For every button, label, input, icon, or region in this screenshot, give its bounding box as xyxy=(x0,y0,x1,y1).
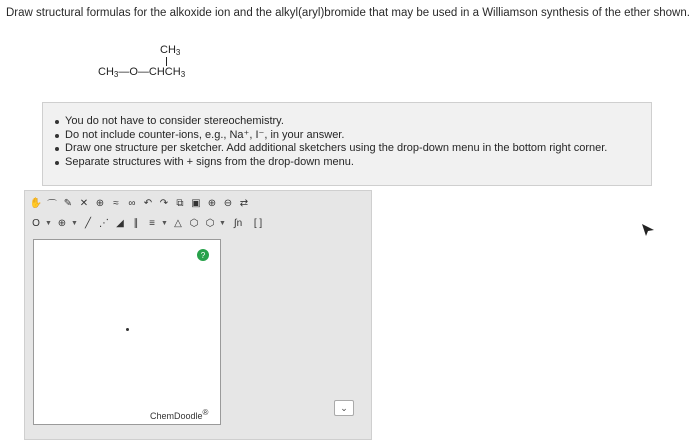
hexagon-icon[interactable]: ⬡ xyxy=(205,217,215,229)
clear-icon[interactable]: ✕ xyxy=(79,197,89,209)
instructions-list xyxy=(55,115,643,169)
charge-icon[interactable]: O xyxy=(32,217,40,229)
copy-icon[interactable]: ⧉ xyxy=(176,197,184,209)
plus-charge-icon[interactable]: ⊕ xyxy=(57,217,67,229)
chevron-down-icon: ⌄ xyxy=(340,402,348,413)
lasso-icon[interactable]: ⌒ xyxy=(47,199,57,211)
double-bond-icon[interactable]: ∥ xyxy=(133,217,139,229)
help-icon[interactable]: ? xyxy=(197,249,209,261)
chevron-down-icon[interactable]: ▼ xyxy=(45,219,52,227)
zoom-in-icon[interactable]: ⊕ xyxy=(207,197,217,209)
structure-vertical-bond xyxy=(166,57,167,66)
chain-tool-icon[interactable]: ∫n xyxy=(233,217,243,229)
add-sketcher-dropdown[interactable] xyxy=(334,400,354,416)
instruction-item: Do not include counter-ions, e.g., Na⁺, I⁻, in your answer. xyxy=(55,129,643,143)
sketcher-toolbar-top xyxy=(29,195,251,211)
hashed-bond-icon[interactable]: ⋰ xyxy=(99,217,109,229)
bracket-icon[interactable]: [ ] xyxy=(253,217,263,229)
chemdoodle-sketcher xyxy=(24,190,372,440)
chevron-down-icon[interactable]: ▼ xyxy=(71,219,78,227)
structure-chain: $CH_3—O—CHCH_3$ xyxy=(98,66,186,79)
chevron-down-icon[interactable]: ▼ xyxy=(219,219,226,227)
cursor-dot xyxy=(126,328,129,331)
registered-mark: ® xyxy=(202,408,209,417)
bond-template-icon[interactable]: ∞ xyxy=(128,197,136,209)
cyclopropane-icon[interactable]: △ xyxy=(174,217,182,229)
undo-icon[interactable]: ↶ xyxy=(143,197,153,209)
instruction-item: You do not have to consider stereochemistry. xyxy=(55,115,643,129)
chevron-down-icon[interactable]: ▼ xyxy=(161,219,168,227)
benzene-icon[interactable]: ⬡ xyxy=(189,217,199,229)
sketcher-toolbar-bottom xyxy=(29,215,267,231)
instruction-item: Draw one structure per sketcher. Add additional sketchers using the drop-down menu in the bottom right corner. xyxy=(55,142,643,156)
zoom-out-icon[interactable]: ⊖ xyxy=(223,197,233,209)
chemdoodle-logo xyxy=(150,408,208,421)
eraser-icon[interactable]: ✎ xyxy=(63,197,73,209)
hand-icon[interactable]: ✋ xyxy=(29,197,43,209)
flip-icon[interactable]: ⇄ xyxy=(239,197,249,209)
instructions-box xyxy=(42,102,652,186)
wedge-bond-icon[interactable]: ◢ xyxy=(116,217,124,229)
sketcher-side-panel xyxy=(225,239,371,425)
paste-icon[interactable]: ▣ xyxy=(191,197,201,209)
structure-top-group: $CH_3$ xyxy=(160,44,181,57)
instruction-item: Separate structures with + signs from the drop-down menu. xyxy=(55,156,643,170)
drawing-canvas[interactable] xyxy=(33,239,221,425)
redo-icon[interactable]: ↷ xyxy=(159,197,169,209)
chemdoodle-brand: ChemDoodle xyxy=(150,411,203,421)
ether-structure xyxy=(98,44,238,90)
single-bond-icon[interactable]: ╱ xyxy=(84,217,92,229)
mouse-pointer-icon xyxy=(640,222,656,238)
chain-icon[interactable]: ≈ xyxy=(113,197,119,209)
question-text: Draw structural formulas for the alkoxide ion and the alkyl(aryl)bromide that may be used in a Williamson synthesis of the ether shown. xyxy=(6,7,690,19)
triple-bond-icon[interactable]: ≡ xyxy=(149,217,155,229)
ring-template-icon[interactable]: ⊕ xyxy=(95,197,105,209)
